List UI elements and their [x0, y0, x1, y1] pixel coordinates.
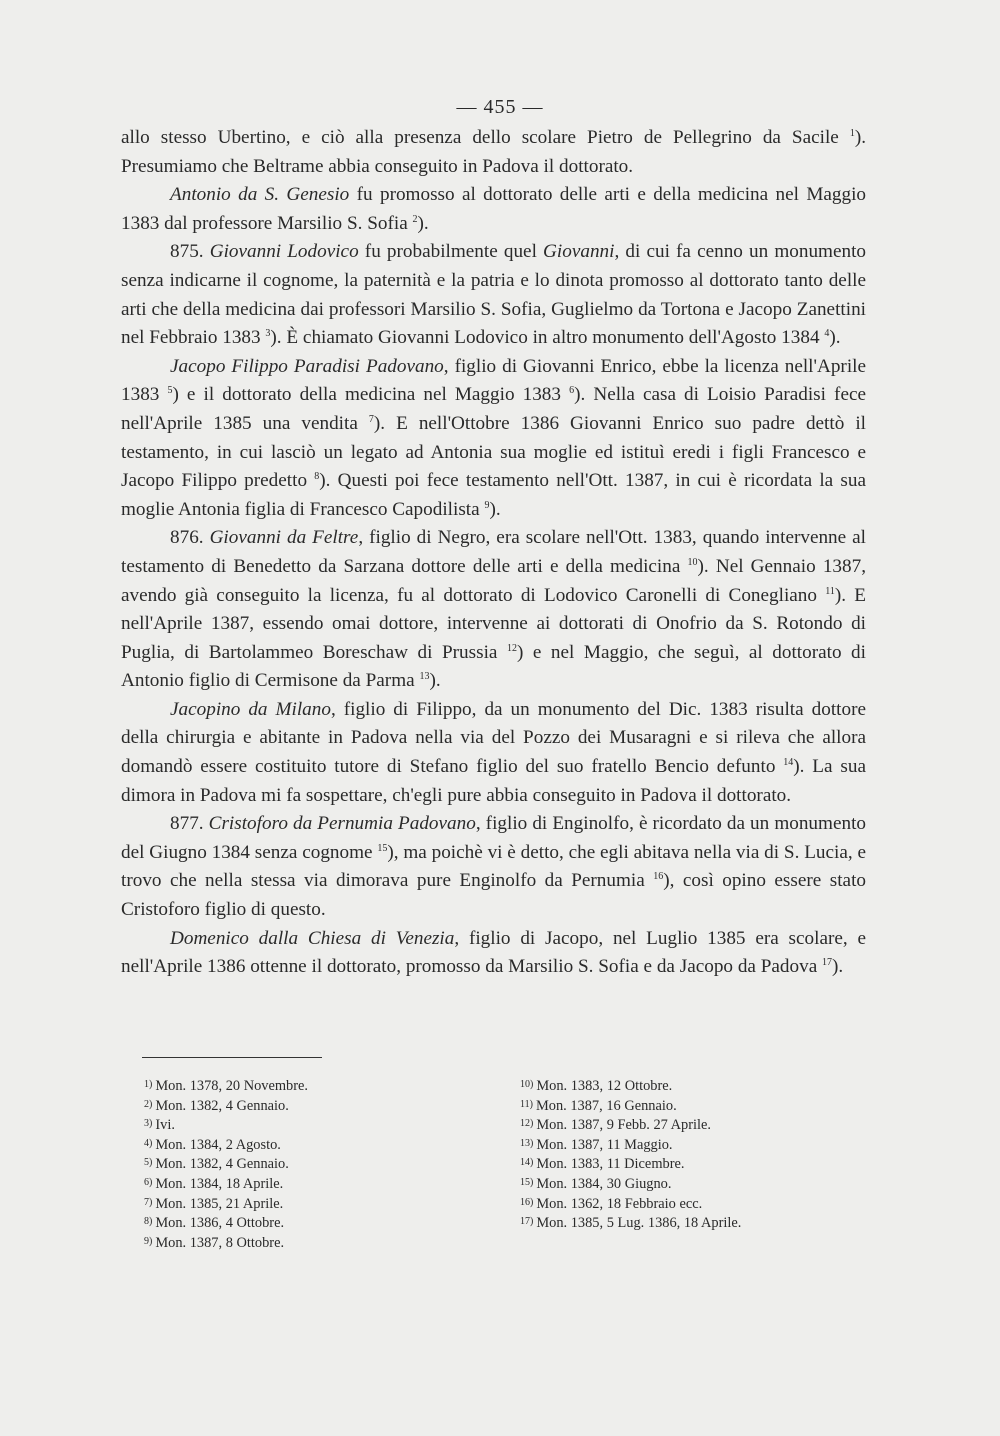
footnote — [520, 1076, 741, 1096]
footnote-ref: 12 — [506, 642, 517, 654]
footnote-ref: 4 — [824, 328, 830, 340]
paragraph — [121, 238, 866, 352]
footnote-ref: 8 — [314, 471, 320, 483]
text-run: ). — [417, 212, 429, 234]
footnote-number: 14) — [520, 1157, 534, 1169]
footnote-number: 17) — [520, 1216, 534, 1228]
footnote-number: 13) — [520, 1137, 534, 1149]
footnote-number: 5) — [144, 1157, 153, 1169]
text-run: fu probabilmente quel — [358, 241, 544, 263]
footnote-ref: 14 — [783, 757, 794, 769]
paragraph — [121, 810, 866, 924]
text-run: , figlio di Giovanni Enrico, ebbe la licenza nell'Aprile 1383 — [121, 355, 866, 406]
italic-name: Domenico dalla Chiesa di Venezia — [170, 927, 455, 949]
paragraph — [121, 181, 866, 238]
footnote — [520, 1154, 741, 1174]
footnote — [520, 1213, 741, 1233]
text-run: , figlio di Jacopo, nel Luglio 1385 era scolare, e nell'Aprile 1386 ottenne il dottorato, promosso da Marsilio S. Sofia e da Jacopo da Padova — [121, 927, 866, 978]
footnote — [520, 1096, 741, 1116]
footnote-number: 3) — [144, 1118, 153, 1130]
paragraph — [121, 353, 866, 525]
paragraph — [121, 524, 866, 696]
footnote-ref: 7 — [368, 413, 374, 425]
italic-name: Giovanni — [543, 241, 615, 263]
text-run: ). Questi poi fece testamento nell'Ott. 1387, in cui è ricordata la sua moglie Antonia figlia di Francesco Capodilista — [121, 470, 867, 520]
footnote-text: Mon. 1384, 2 Agosto. — [155, 1136, 281, 1153]
text-run: , figlio di Filippo, da un monumento del Dic. 1383 risulta dottore della chirurgia e abitante in Padova nella via del Pozzo dei Musaragni e si rileva che allora domandò essere costituito tutore di Stefano figlio del suo fratello Bencio defunto — [121, 698, 866, 778]
footnote — [520, 1115, 741, 1135]
footnote-ref: 6 — [569, 385, 575, 397]
page-number: — 455 — — [456, 96, 544, 118]
footnote-number: 4) — [144, 1137, 153, 1149]
footnotes-right-column — [520, 1076, 741, 1233]
footnote — [144, 1233, 308, 1253]
body-text — [121, 124, 866, 982]
text-run: ). Nella casa di Loisio Paradisi fece nell'Aprile 1385 una vendita — [121, 384, 866, 434]
footnote-number: 1) — [144, 1079, 153, 1090]
footnote-text: Mon. 1387, 9 Febb. 27 Aprile. — [536, 1117, 712, 1134]
footnote-ref: 17 — [822, 957, 833, 969]
paragraph — [121, 124, 866, 181]
text-run: fu promosso al dottorato delle arti e della medicina nel Maggio 1383 dal professore Marsilio S. Sofia — [121, 184, 867, 234]
footnote-text: Mon. 1386, 4 Ottobre. — [155, 1215, 285, 1232]
footnote-text: Mon. 1382, 4 Gennaio. — [155, 1156, 289, 1173]
footnote-ref: 3 — [265, 328, 271, 340]
italic-name: Antonio da S. Genesio — [170, 184, 350, 206]
footnote-text: Mon. 1384, 30 Giugno. — [536, 1175, 672, 1192]
text-run: ) e il dottorato della medicina nel Maggio 1383 — [172, 384, 570, 406]
footnote-text: Mon. 1382, 4 Gennaio. — [155, 1097, 289, 1114]
footnote — [144, 1096, 308, 1116]
footnote-number: 15) — [520, 1176, 534, 1188]
footnote — [144, 1194, 308, 1214]
text-run: 877. — [170, 813, 209, 835]
text-run: , figlio di Enginolfo, è ricordato da un monumento del Giugno 1384 senza cognome — [121, 813, 866, 863]
italic-name: Cristoforo da Pernumia Padovano — [208, 813, 476, 835]
footnote-text: Mon. 1384, 18 Aprile. — [155, 1175, 284, 1192]
footnote — [144, 1076, 308, 1096]
footnote — [144, 1213, 308, 1233]
text-run: ). E nell'Ottobre 1386 Giovanni Enrico suo padre dettò il testamento, in cui lasciò un legato ad Antonia sua moglie ed istituì eredi i figli Francesco e Jacopo Filippo predetto — [121, 412, 866, 492]
footnote — [144, 1135, 308, 1155]
italic-name: Giovanni da Feltre — [209, 527, 359, 549]
footnote — [144, 1154, 308, 1174]
footnotes-left-column — [144, 1076, 308, 1252]
footnote-ref: 11 — [825, 585, 835, 597]
footnote-text: Mon. 1383, 11 Dicembre. — [536, 1156, 685, 1173]
text-run: ), così opino essere stato Cristoforo figlio di questo. — [121, 870, 866, 921]
paragraph — [121, 925, 866, 982]
footnote-text: Mon. 1385, 21 Aprile. — [155, 1195, 284, 1212]
footnote-ref: 13 — [419, 671, 430, 683]
footnote-number: 2) — [144, 1098, 153, 1110]
text-run: 876. — [170, 527, 210, 549]
footnote-number: 11) — [520, 1098, 533, 1110]
footnote-ref: 9 — [484, 499, 490, 511]
footnote-number: 10) — [520, 1079, 534, 1090]
footnote-text: Mon. 1387, 11 Maggio. — [536, 1136, 673, 1153]
paragraph — [121, 696, 866, 810]
footnote-text: Mon. 1378, 20 Novembre. — [155, 1078, 309, 1094]
footnote-ref: 10 — [687, 556, 698, 568]
footnote-text: Mon. 1383, 12 Ottobre. — [536, 1078, 673, 1094]
text-run: 875. — [170, 241, 210, 263]
footnote-number: 16) — [520, 1196, 534, 1208]
footnote-separator — [142, 1057, 322, 1058]
text-run: ). Presumiamo che Beltrame abbia conseguito in Padova il dottorato. — [121, 127, 866, 177]
footnote-number: 9) — [144, 1235, 153, 1247]
footnote-ref: 2 — [412, 213, 418, 225]
footnote-ref: 5 — [167, 385, 173, 397]
text-run: ). — [429, 670, 441, 692]
footnote-number: 12) — [520, 1118, 534, 1130]
text-run: ). E nell'Aprile 1387, essendo omai dottore, intervenne ai dottorati di Onofrio da S. Rotondo di Puglia, di Bartolammeo Boreschaw di Prussia — [121, 584, 866, 663]
footnote — [520, 1194, 741, 1214]
text-run: ). La sua dimora in Padova mi fa sospettare, ch'egli pure abbia conseguito in Padova il dottorato. — [121, 756, 866, 806]
italic-name: Jacopino da Milano — [170, 698, 331, 720]
footnote — [520, 1135, 741, 1155]
footnote — [144, 1115, 308, 1135]
footnote — [144, 1174, 308, 1194]
footnote-text: Mon. 1385, 5 Lug. 1386, 18 Aprile. — [536, 1215, 742, 1232]
text-run: , figlio di Negro, era scolare nell'Ott. 1383, quando intervenne al testamento di Benedetto da Sarzana dottore delle arti e della medicina — [121, 527, 866, 577]
footnote-ref: 15 — [377, 842, 388, 854]
footnote — [520, 1174, 741, 1194]
text-run: ) e nel Maggio, che seguì, al dottorato di Antonio figlio di Cermisone da Parma — [121, 641, 866, 692]
text-run: ). Nel Gennaio 1387, avendo già conseguito la licenza, fu al dottorato di Lodovico Caronelli di Conegliano — [121, 555, 866, 606]
footnote-text: Mon. 1387, 8 Ottobre. — [155, 1234, 285, 1251]
footnote-number: 6) — [144, 1176, 153, 1188]
text-run: allo stesso Ubertino, e ciò alla presenza dello scolare Pietro de Pellegrino da Sacile — [121, 127, 850, 148]
text-run: ). — [829, 327, 841, 349]
italic-name: Jacopo Filippo Paradisi Padovano — [170, 355, 444, 377]
text-run: ). — [489, 498, 501, 520]
footnote-number: 7) — [144, 1196, 153, 1208]
footnote-text: Ivi. — [155, 1117, 175, 1134]
footnote-ref: 16 — [653, 871, 664, 883]
italic-name: Giovanni Lodovico — [209, 241, 359, 263]
footnote-text: Mon. 1387, 16 Gennaio. — [535, 1097, 677, 1114]
text-run: , di cui fa cenno un monumento senza indicarne il cognome, la paternità e la patria e lo dinota promosso al dottorato tanto delle arti che della medicina dai professori Marsilio S. Sofia, Guglielmo da Tortona e Jacopo Zanettini nel Febbraio 1383 — [121, 241, 866, 349]
text-run: ), ma poichè vi è detto, che egli abitava nella via di S. Lucia, e trovo che nella stessa via dimorava pure Enginolfo da Pernumia — [121, 841, 866, 892]
footnote-ref: 1 — [849, 128, 855, 139]
text-run: ). — [832, 956, 844, 978]
text-run: ). È chiamato Giovanni Lodovico in altro monumento dell'Agosto 1384 — [270, 327, 825, 349]
footnote-text: Mon. 1362, 18 Febbraio ecc. — [536, 1195, 703, 1212]
footnote-number: 8) — [144, 1216, 153, 1228]
